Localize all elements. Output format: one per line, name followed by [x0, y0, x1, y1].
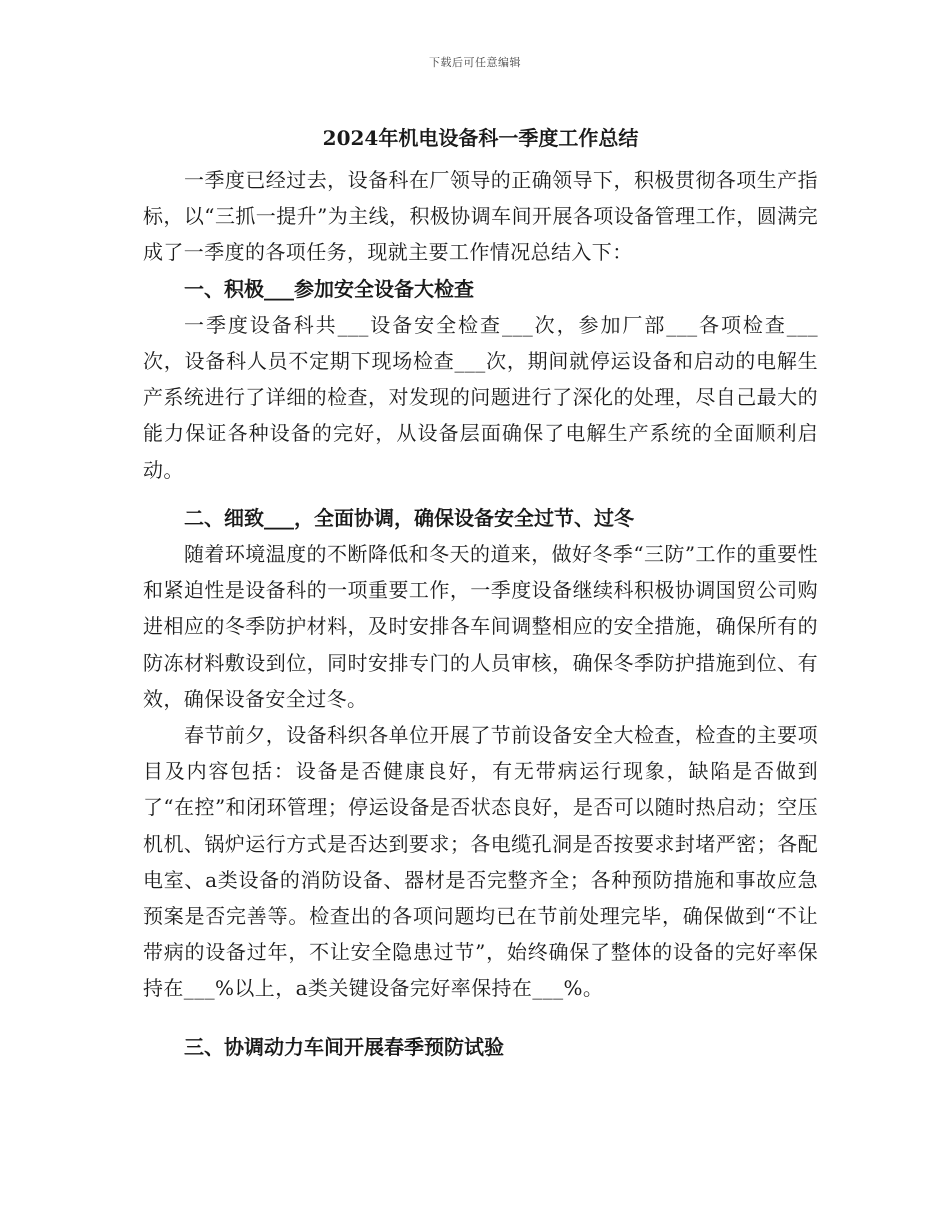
header-note: 下载后可任意编辑: [429, 56, 521, 69]
section-1-paragraph: 一季度设备科共___设备安全检查___次，参加厂部___各项检查___次，设备科人员不定期下现场检查___次，期间就停运设备和启动的电解生产系统进行了详细的检查，对发现的问题进行了深化的处理，尽自己最大的能力保证各种设备的完好，从设备层面确保了电解生产系统的全面顺利启动。: [143, 312, 818, 482]
section-2-paragraph-1: 随着环境温度的不断降低和冬天的道来，做好冬季“三防”工作的重要性和紧迫性是设备科的一项重要工作，一季度设备继续科积极协调国贸公司购进相应的冬季防护材料，及时安排各车间调整相应的安全措施，确保所有的防冻材料敷设到位，同时安排专门的人员审核，确保冬季防护措施到位、有效，确保设备安全过冬。: [143, 542, 818, 711]
section-heading-1: 一、积极___参加安全设备大检查: [184, 276, 474, 301]
section-2-paragraph-2: 春节前夕，设备科织各单位开展了节前设备安全大检查，检查的主要项目及内容包括：设备是否健康良好，有无带病运行现象，缺陷是否做到了“在控”和闭环管理；停运设备是否状态良好，是否可以随时热启动；空压机机、锅炉运行方式是否达到要求；各电缆孔洞是否按要求封堵严密；各配电室、a类设备的消防设备、器材是否完整齐全；各种预防措施和事故应急预案是否完善等。检查出的各项问题均已在节前处理完毕，确保做到“不让带病的设备过年，不让安全隐患过节”，始终确保了整体的设备的完好率保持在___%以上，a类关键设备完好率保持在___%。: [143, 723, 818, 1001]
document-body: [143, 120, 818, 1065]
intro-paragraph: 一季度已经过去，设备科在厂领导的正确领导下，积极贯彻各项生产指标，以“三抓一提升”为主线，积极协调车间开展各项设备管理工作，圆满完成了一季度的各项任务，现就主要工作情况总结入下：: [143, 168, 818, 265]
document-title: 2024年机电设备科一季度工作总结: [322, 126, 639, 150]
section-heading-3: 三、协调动力车间开展春季预防试验: [184, 1034, 504, 1059]
section-heading-2: 二、细致___，全面协调，确保设备安全过节、过冬: [184, 505, 634, 530]
